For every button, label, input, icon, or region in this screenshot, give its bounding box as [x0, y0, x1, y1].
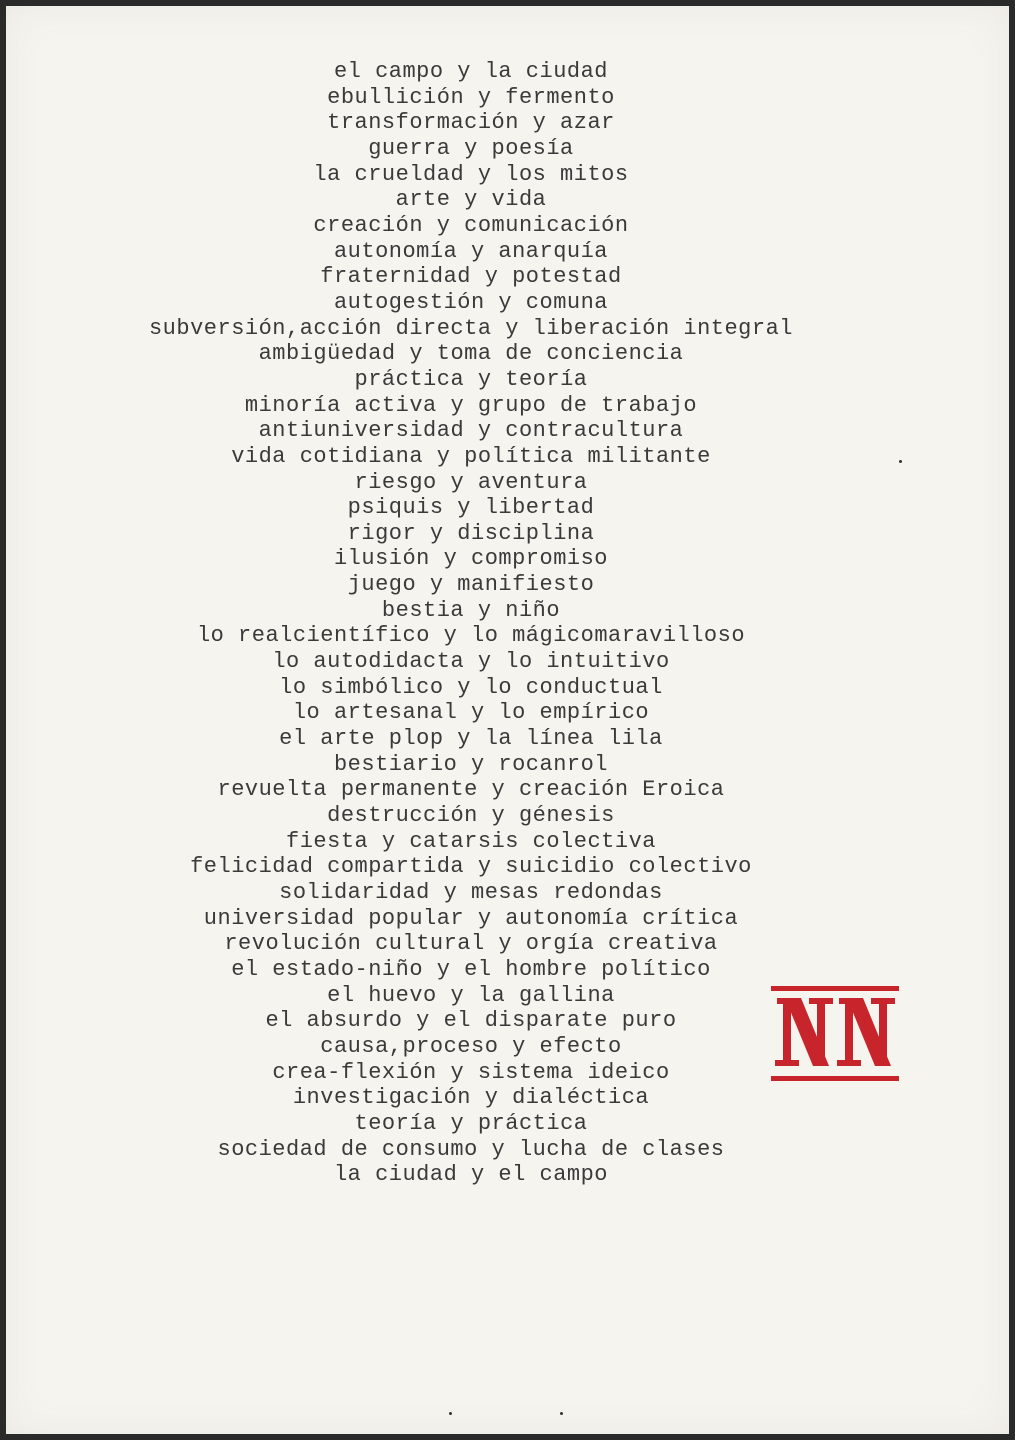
- poem-line: autonomía y anarquía: [333, 238, 609, 264]
- poem-line: felicidad compartida y suicidio colectivo: [190, 854, 752, 880]
- poem-line: bestiario y rocanrol: [333, 751, 609, 777]
- poem-line: lo simbólico y lo conductual: [279, 674, 663, 700]
- poem-line: vida cotidiana y política militante: [231, 443, 711, 469]
- poem-line: autogestión y comuna: [333, 289, 609, 315]
- poem-line: lo artesanal y lo empírico: [292, 700, 650, 726]
- poem-line: fraternidad y potestad: [320, 264, 622, 290]
- poem-line: ilusión y compromiso: [333, 546, 609, 572]
- poem-line: transformación y azar: [327, 110, 615, 136]
- ink-speck: [899, 460, 902, 463]
- poem-line: arte y vida: [395, 187, 547, 213]
- poem-line: solidaridad y mesas redondas: [279, 880, 663, 905]
- poem-line: la crueldad y los mitos: [313, 161, 629, 187]
- poem-line: guerra y poesía: [368, 135, 574, 161]
- poem-line: psiquis y libertad: [347, 495, 595, 521]
- poem-line: el absurdo y el disparate puro: [265, 1008, 677, 1034]
- poem-line: rigor y disciplina: [347, 520, 595, 546]
- poem-line: lo realcientífico y lo mágicomaravilloso: [196, 623, 746, 649]
- ink-speck: [560, 1412, 563, 1415]
- poem-line: lo autodidacta y lo intuitivo: [272, 649, 670, 675]
- poem-line: el huevo y la gallina: [327, 982, 615, 1008]
- poem-line: la ciudad y el campo: [333, 1162, 609, 1188]
- nn-stamp-logo: [771, 986, 899, 1081]
- poem-line: riesgo y aventura: [354, 469, 588, 495]
- poem-line: fiesta y catarsis colectiva: [286, 828, 656, 854]
- poem-line: el arte plop y la línea lila: [279, 726, 663, 752]
- poem-line: revolución cultural y orgía creativa: [224, 931, 718, 957]
- poem-line: universidad popular y autonomía crítica: [203, 905, 739, 931]
- poem-line: juego y manifiesto: [347, 572, 595, 598]
- poem-line: destrucción y génesis: [327, 803, 615, 829]
- poem-line: causa,proceso y efecto: [320, 1033, 622, 1059]
- poem-line: investigación y dialéctica: [292, 1085, 650, 1111]
- poem-line: antiuniversidad y contracultura: [258, 418, 684, 444]
- poem-line: bestia y niño: [381, 597, 561, 623]
- poem-line: ebullición y fermento: [327, 84, 615, 110]
- poem-line: subversión,acción directa y liberación integral: [148, 315, 793, 341]
- poem-line: teoría y práctica: [354, 1110, 588, 1136]
- poem-line: revuelta permanente y creación Eroica: [217, 777, 725, 803]
- poem-line: ambigüedad y toma de conciencia: [258, 341, 684, 367]
- poem-line: sociedad de consumo y lucha de clases: [217, 1136, 725, 1162]
- ink-speck: [449, 1412, 452, 1415]
- poem-line: creación y comunicación: [313, 212, 629, 238]
- paper-sheet: [6, 6, 1009, 1434]
- poem-line: el campo y la ciudad: [333, 59, 609, 84]
- poem-line: práctica y teoría: [354, 366, 588, 392]
- poem-line: el estado-niño y el hombre político: [231, 956, 711, 982]
- poem-line: crea-flexión y sistema ideico: [272, 1059, 670, 1085]
- poem-line: minoría activa y grupo de trabajo: [244, 392, 698, 418]
